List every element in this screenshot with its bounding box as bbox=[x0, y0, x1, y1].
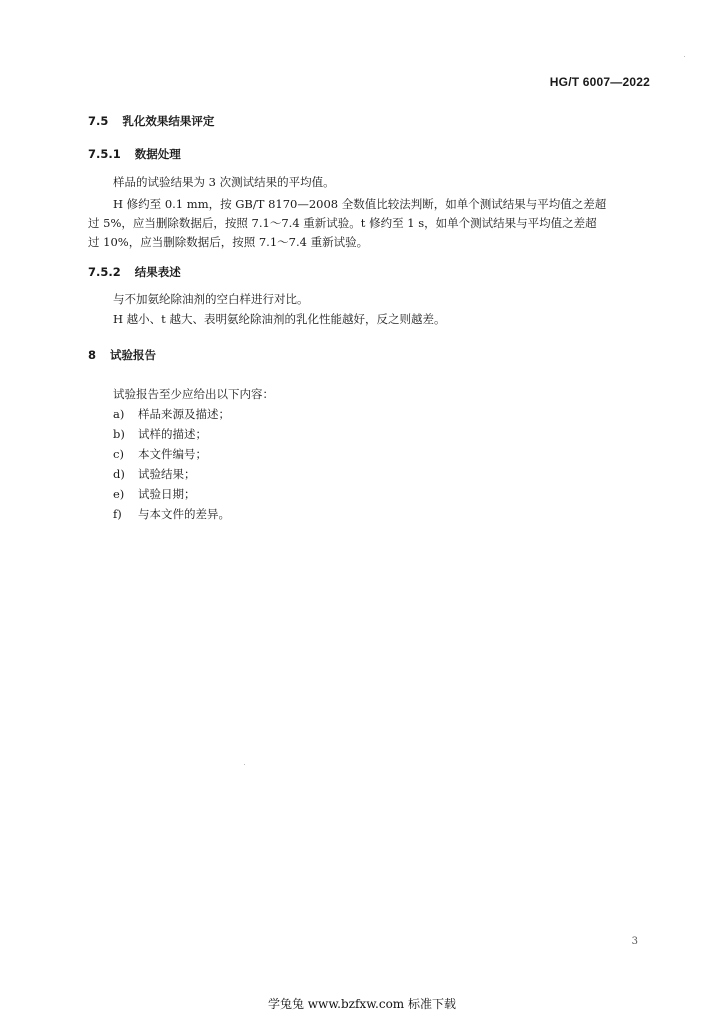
scan-speck bbox=[244, 764, 245, 765]
list-item bbox=[113, 466, 196, 482]
list-marker: b) bbox=[113, 427, 125, 441]
list-marker: a) bbox=[113, 407, 125, 421]
list-item bbox=[113, 506, 230, 522]
list-text: 本文件编号； bbox=[138, 447, 207, 461]
list-marker: e) bbox=[113, 487, 125, 501]
paragraph: 与不加氨纶除油剂的空白样进行对比。 bbox=[113, 292, 309, 306]
list-marker: d) bbox=[113, 467, 125, 481]
paragraph: H 越小、t 越大、表明氨纶除油剂的乳化性能越好，反之则越差。 bbox=[113, 312, 446, 326]
paragraph: 样品的试验结果为 3 次测试结果的平均值。 bbox=[113, 175, 335, 189]
list-text: 试样的描述； bbox=[138, 427, 207, 441]
list-marker: f) bbox=[113, 507, 122, 521]
section-number: 8 bbox=[88, 348, 97, 362]
list-text: 试验日期； bbox=[138, 487, 196, 501]
section-title: 试验报告 bbox=[110, 348, 157, 362]
section-heading-7-5-1 bbox=[88, 146, 181, 162]
list-text: 与本文件的差异。 bbox=[138, 507, 230, 521]
section-heading-7-5-2 bbox=[88, 264, 181, 280]
page-number: 3 bbox=[631, 936, 638, 947]
paragraph-line: 过 10%，应当删除数据后，按照 7.1～7.4 重新试验。 bbox=[88, 235, 369, 249]
section-number: 7.5 bbox=[88, 114, 109, 128]
paragraph: 试验报告至少应给出以下内容： bbox=[113, 387, 274, 401]
paragraph-line: H 修约至 0.1 mm，按 GB/T 8170—2008 全数值比较法判断，如单个测试结果与平均值之差超 bbox=[113, 197, 607, 211]
section-title: 乳化效果结果评定 bbox=[122, 114, 215, 128]
section-title: 数据处理 bbox=[134, 147, 181, 161]
section-heading-8 bbox=[88, 347, 156, 363]
list-item bbox=[113, 486, 196, 502]
paragraph-line: 过 5%，应当删除数据后，按照 7.1～7.4 重新试验。t 修约至 1 s，如单个测试结果与平均值之差超 bbox=[88, 216, 597, 230]
section-number: 7.5.1 bbox=[88, 147, 121, 161]
list-marker: c) bbox=[113, 447, 124, 461]
footer-watermark: 学兔兔 www.bzfxw.com 标准下载 bbox=[267, 997, 457, 1011]
list-item bbox=[113, 406, 230, 422]
list-item bbox=[113, 446, 207, 462]
list-text: 试验结果； bbox=[138, 467, 196, 481]
list-text: 样品来源及描述； bbox=[138, 407, 230, 421]
section-title: 结果表述 bbox=[134, 265, 181, 279]
scan-speck bbox=[684, 56, 685, 57]
standard-code: HG/T 6007—2022 bbox=[549, 75, 650, 89]
section-number: 7.5.2 bbox=[88, 265, 121, 279]
section-heading-7-5 bbox=[88, 113, 214, 129]
list-item bbox=[113, 426, 207, 442]
